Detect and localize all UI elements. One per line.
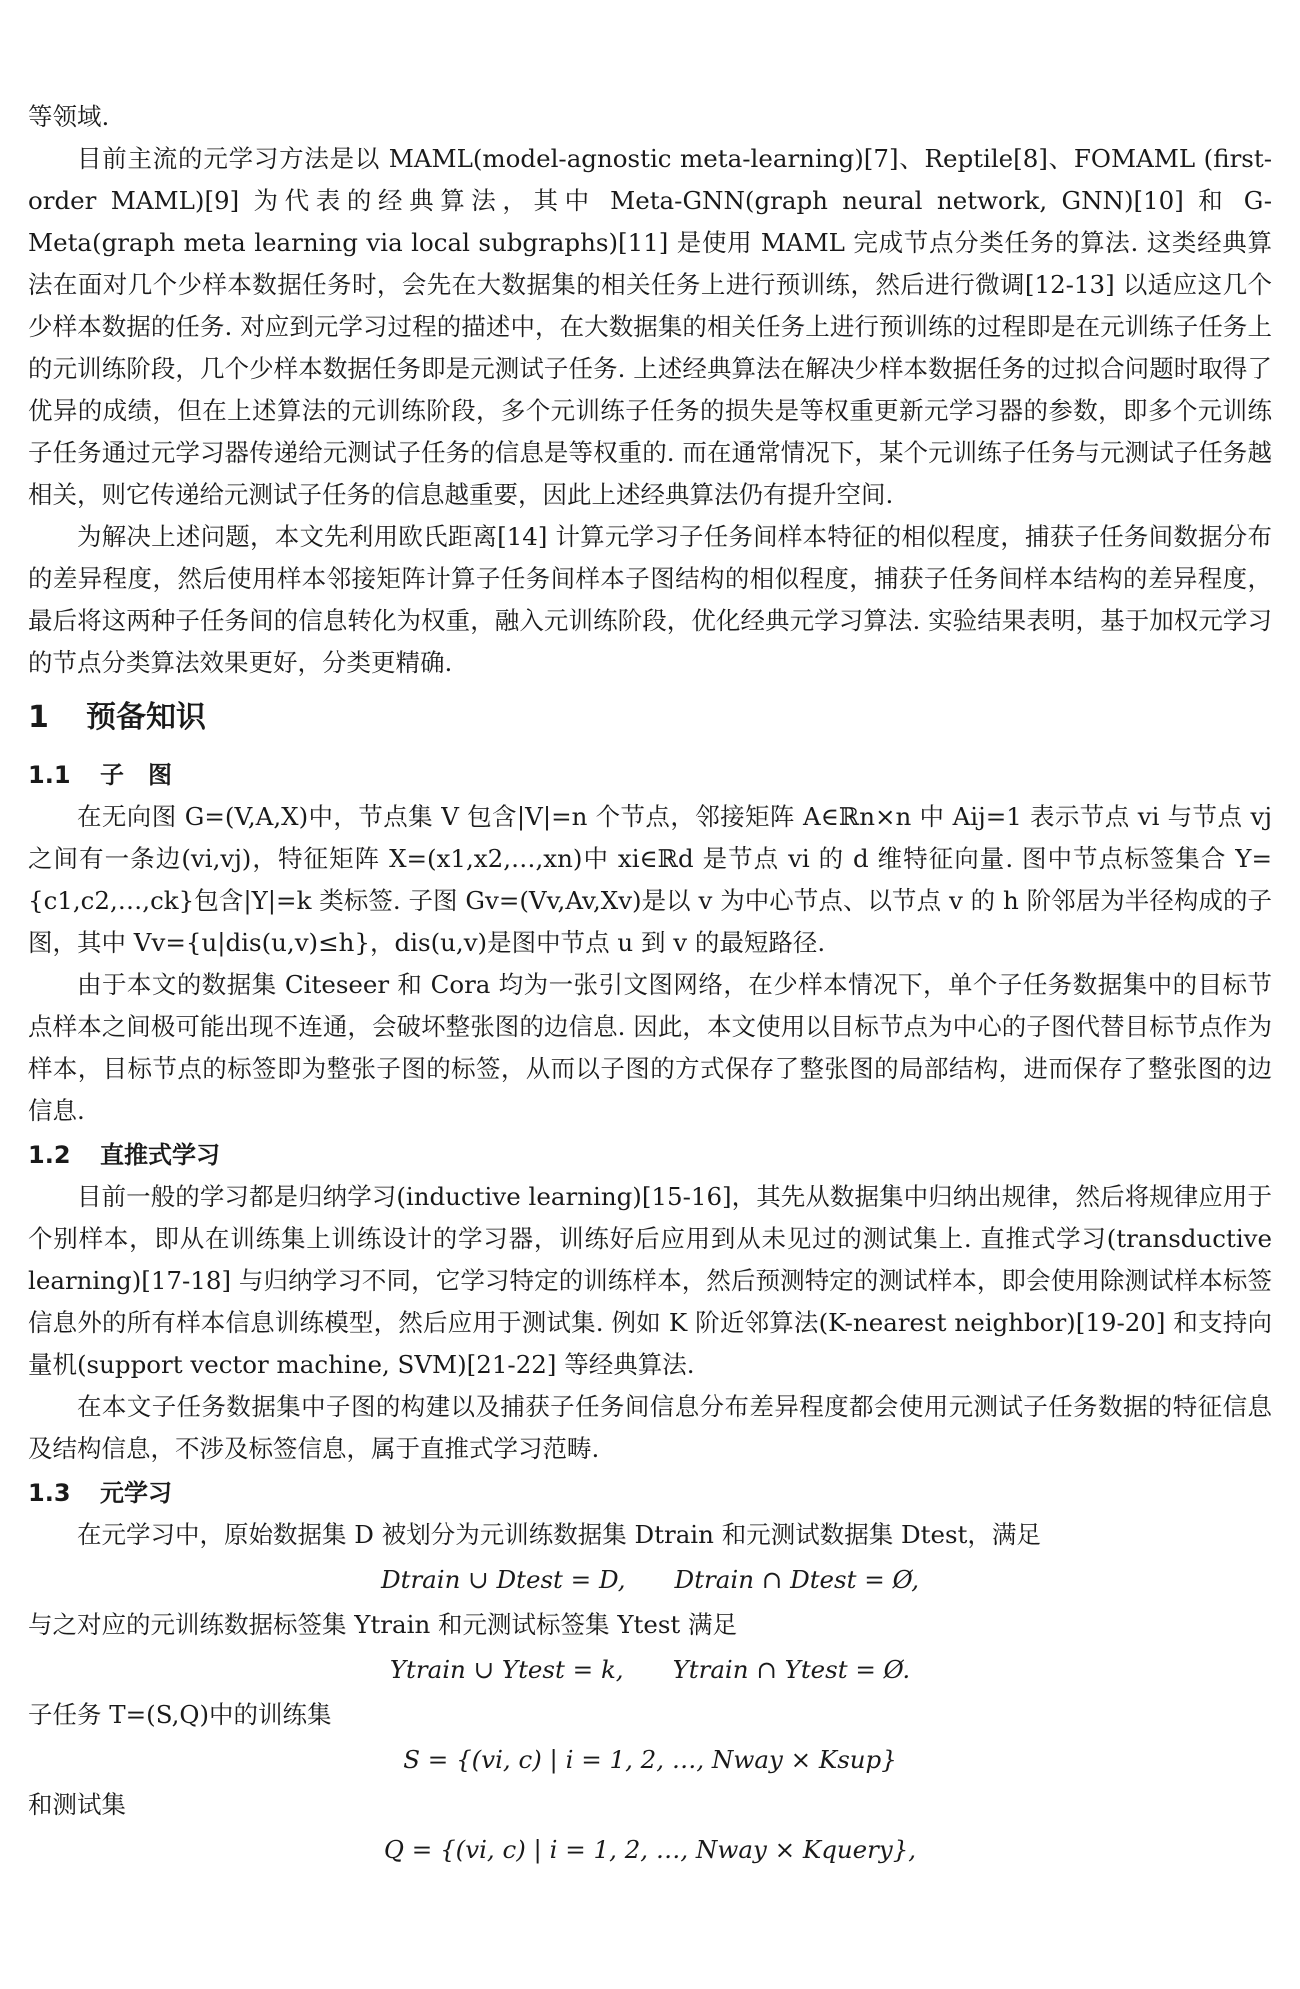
section-number: 1 xyxy=(28,700,49,735)
subsection-title: 直推式学习 xyxy=(100,1141,220,1169)
paragraph-continuation: 等领域. xyxy=(28,102,110,131)
paragraph-dataset-split: 在元学习中，原始数据集 D 被划分为元训练数据集 Dtrain 和元测试数据集 Dtest，满足 xyxy=(77,1520,1041,1549)
paragraph-task-train-set: 子任务 T=(S,Q)中的训练集 xyxy=(28,1700,332,1729)
paragraph-label-split: 与之对应的元训练数据标签集 Ytrain 和元测试标签集 Ytest 满足 xyxy=(28,1610,738,1639)
section-heading-preliminaries xyxy=(28,690,1272,746)
equation-query-set: Q = {(vi, c) | i = 1, 2, …, Nway × Kquery}, xyxy=(383,1835,917,1864)
equation-dataset-split: Dtrain ∪ Dtest = D, Dtrain ∩ Dtest = Ø, xyxy=(380,1565,920,1594)
subsection-heading-subgraph xyxy=(28,754,1272,796)
section-title: 预备知识 xyxy=(86,700,206,735)
equation-label-split: Ytrain ∪ Ytest = k, Ytrain ∩ Ytest = Ø. xyxy=(389,1655,911,1684)
paragraph-proposed-approach: 为解决上述问题，本文先利用欧氏距离[14] 计算元学习子任务间样本特征的相似程度，捕获子任务间数据分布的差异程度，然后使用样本邻接矩阵计算子任务间样本子图结构的相似程度，捕获子任务间样本结构的差异程度，最后将这两种子任务间的信息转化为权重，融入元训练阶段，优化经典元学习算法. 实验结果表明，基于加权元学习的节点分类算法效果更好，分类更精确. xyxy=(28,522,1272,677)
paragraph-task-test-set: 和测试集 xyxy=(28,1790,126,1819)
subsection-number: 1.3 xyxy=(28,1479,71,1507)
paragraph-graph-definition: 在无向图 G=(V,A,X)中，节点集 V 包含|V|=n 个节点，邻接矩阵 A∈ℝn×n 中 Aij=1 表示节点 vi 与节点 vj 之间有一条边(vi,vj)，特征矩阵 X=(x1,x2,…,xn)中 xi∈ℝd 是节点 vi 的 d 维特征向量. 图中节点标签集合 Y={c1,c2,…,ck}包含|Y|=k 类标签. 子图 Gv=(Vv,Av,Xv)是以 v 为中心节点、以节点 v 的 h 阶邻居为半径构成的子图，其中 Vv={u|dis(u,v)≤h}，dis(u,v)是图中节点 u 到 v 的最短路径. xyxy=(28,802,1272,957)
equation-support-set: S = {(vi, c) | i = 1, 2, …, Nway × Ksup} xyxy=(403,1745,897,1774)
subsection-heading-meta-learning xyxy=(28,1472,1272,1514)
subsection-heading-transductive xyxy=(28,1134,1272,1176)
paragraph-mainstream-methods: 目前主流的元学习方法是以 MAML(model-agnostic meta-learning)[7]、Reptile[8]、FOMAML (first-order MAML)[9] 为代表的经典算法，其中 Meta-GNN(graph neural network, GNN)[10] 和 G-Meta(graph meta learning via local subgraphs)[11] 是使用 MAML 完成节点分类任务的算法. 这类经典算法在面对几个少样本数据任务时，会先在大数据集的相关任务上进行预训练，然后进行微调[12-13] 以适应这几个少样本数据的任务. 对应到元学习过程的描述中，在大数据集的相关任务上进行预训练的过程即是在元训练子任务上的元训练阶段，几个少样本数据任务即是元测试子任务. 上述经典算法在解决少样本数据任务的过拟合问题时取得了优异的成绩，但在上述算法的元训练阶段，多个元训练子任务的损失是等权重更新元学习器的参数，即多个元训练子任务通过元学习器传递给元测试子任务的信息是等权重的. 而在通常情况下，某个元训练子任务与元测试子任务越相关，则它传递给元测试子任务的信息越重要，因此上述经典算法仍有提升空间. xyxy=(28,144,1272,509)
paragraph-transductive-scope: 在本文子任务数据集中子图的构建以及捕获子任务间信息分布差异程度都会使用元测试子任务数据的特征信息及结构信息，不涉及标签信息，属于直推式学习范畴. xyxy=(28,1392,1272,1463)
subsection-number: 1.2 xyxy=(28,1141,71,1169)
paper-page xyxy=(28,96,1272,1874)
subsection-number: 1.1 xyxy=(28,761,71,789)
paragraph-inductive-vs-transductive: 目前一般的学习都是归纳学习(inductive learning)[15-16]，其先从数据集中归纳出规律，然后将规律应用于个别样本，即从在训练集上训练设计的学习器，训练好后应用到从未见过的测试集上. 直推式学习(transductive learning)[17-18] 与归纳学习不同，它学习特定的训练样本，然后预测特定的测试样本，即会使用除测试样本标签信息外的所有样本信息训练模型，然后应用于测试集. 例如 K 阶近邻算法(K-nearest neighbor)[19-20] 和支持向量机(support vector machine, SVM)[21-22] 等经典算法. xyxy=(28,1182,1272,1379)
subsection-title: 元学习 xyxy=(100,1479,172,1507)
subsection-title: 子 图 xyxy=(100,761,172,789)
paragraph-subgraph-motivation: 由于本文的数据集 Citeseer 和 Cora 均为一张引文图网络，在少样本情况下，单个子任务数据集中的目标节点样本之间极可能出现不连通，会破坏整张图的边信息. 因此，本文使用以目标节点为中心的子图代替目标节点作为样本，目标节点的标签即为整张子图的标签，从而以子图的方式保存了整张图的局部结构，进而保存了整张图的边信息. xyxy=(28,970,1272,1125)
